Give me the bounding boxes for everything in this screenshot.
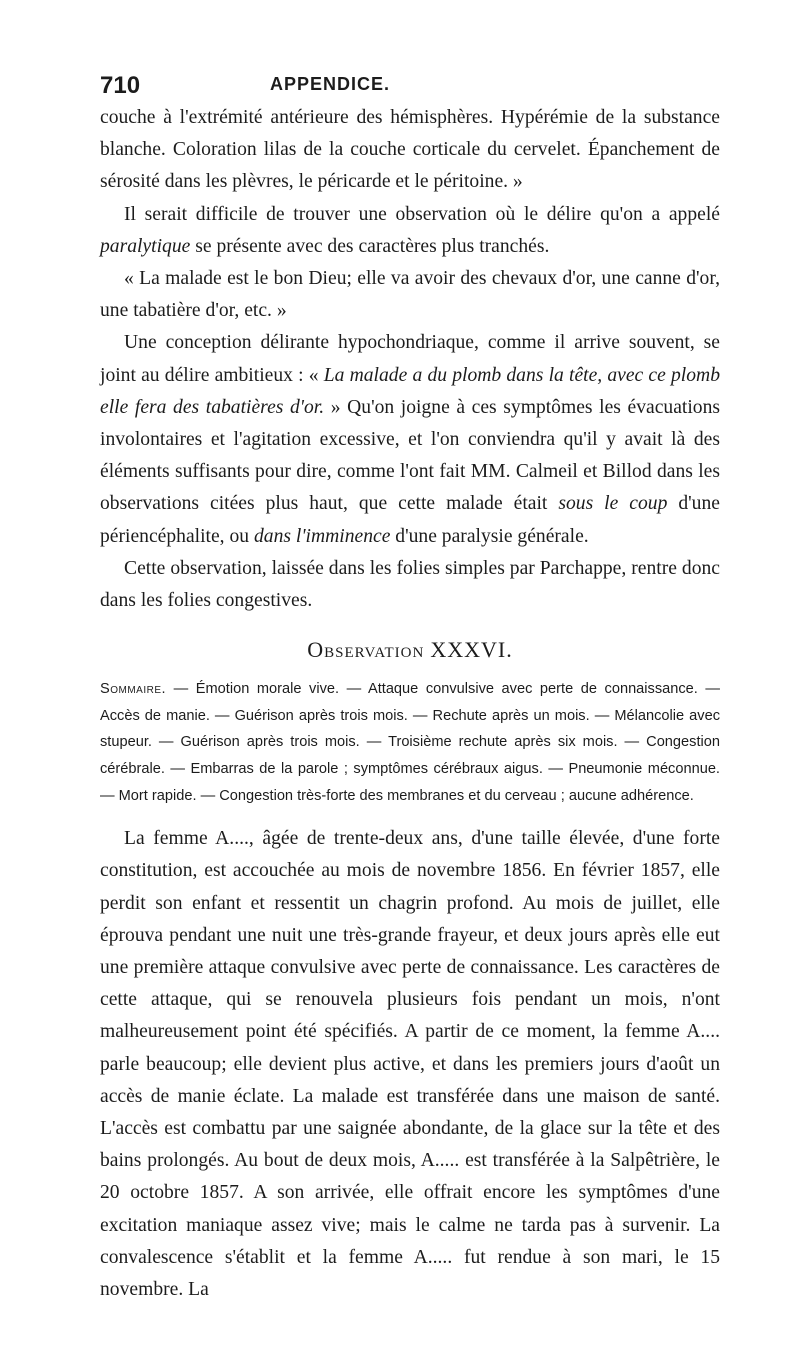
- page-header: [100, 62, 720, 102]
- paragraph-quote: « La malade est le bon Dieu; elle va avoir des chevaux d'or, une canne d'or, une tabatière d'or, etc. »: [100, 268, 720, 322]
- summary-label: Sommaire.: [100, 681, 167, 698]
- paragraph-continuation: couche à l'extrémité antérieure des hémisphères. Hypérémie de la substance blanche. Coloration lilas de la couche corticale du cervelet. Épanchement de sérosité dans les plèvres, le péricarde et le péritoine. »: [100, 107, 720, 193]
- paragraph-text: Il serait difficile de trouver une observation où le délire qu'on a appelé: [124, 203, 720, 225]
- paragraph-text: » Qu'on joigne à ces symptômes les évacuations involontaires et l'agitation excessive, et l'on conviendra qu'il y avait là des éléments suffisants pour dire, comme l'ont fait MM. Calmeil et Billod dans les observations citées plus haut, que cette malade était: [100, 396, 720, 515]
- paragraph-text: d'une périencéphalite, ou: [100, 493, 720, 547]
- italic-term: dans l'imminence: [253, 525, 391, 547]
- paragraph-text: se présente avec des caractères plus tranchés.: [190, 235, 550, 257]
- paragraph-text: d'une paralysie générale.: [390, 525, 589, 547]
- italic-quote: La malade a du plomb dans la tête, avec ce plomb elle fera des tabatières d'or.: [100, 364, 720, 418]
- observation-number: XXXVI.: [430, 637, 513, 663]
- paragraph-paralytic-delirium: [100, 199, 720, 263]
- observation-heading: [100, 635, 720, 666]
- observation-body: La femme A...., âgée de trente-deux ans, d'une taille élevée, d'une forte constitution, est accouchée au mois de novembre 1856. En février 1857, elle perdit son enfant et ressentit un chagrin profond. Au mois de juillet, elle éprouva pendant une nuit une très-grande frayeur, et deux jours après elle eut une première attaque convulsive avec perte de connaissance. Les caractères de cette attaque, qui se renouvela plusieurs fois pendant un mois, n'ont malheureusement point été spécifiés. A partir de ce moment, la femme A.... parle beaucoup; elle devient plus active, et dans les premiers jours d'août un accès de manie éclate. La malade est transférée dans une maison de santé. L'accès est combattu par une saignée abondante, de la glace sur la tête et des bains prolongés. Au bout de deux mois, A..... est transférée à la Salpêtrière, le 20 octobre 1857. A son arrivée, elle offrait encore les symptômes d'une excitation maniaque assez vive; mais le calme ne tarda pas à survenir. La convalescence s'établit et la femme A..... fut rendue à son mari, le 15 novembre. La: [100, 828, 720, 1301]
- observation-title: Observation: [307, 637, 425, 663]
- paragraph-conclusion: Cette observation, laissée dans les folies simples par Parchappe, rentre donc dans les folies congestives.: [100, 557, 720, 612]
- summary-text: — Émotion morale vive. — Attaque convulsive avec perte de connaissance. — Accès de manie. — Guérison après trois mois. — Rechute après un mois. — Mélancolie avec stupeur. — Guérison après trois mois. — Troisième rechute après six mois. — Congestion cérébrale. — Embarras de la parole ; symptômes cérébraux aigus. — Pneumonie méconnue. — Mort rapide. — Congestion très-forte des membranes et du cerveau ; aucune adhérence.: [100, 681, 720, 804]
- paragraph-text: Une conception délirante hypochondriaque, comme il arrive souvent, se joint au délire ambitieux : «: [100, 332, 720, 386]
- observation-summary: [100, 676, 720, 809]
- paragraph-hypochondria: [100, 327, 720, 552]
- running-title: APPENDICE.: [270, 74, 391, 94]
- page-number: 710: [100, 72, 141, 99]
- italic-term: sous le coup: [558, 493, 668, 515]
- document-page: [100, 62, 720, 1306]
- italic-term: paralytique: [100, 235, 191, 257]
